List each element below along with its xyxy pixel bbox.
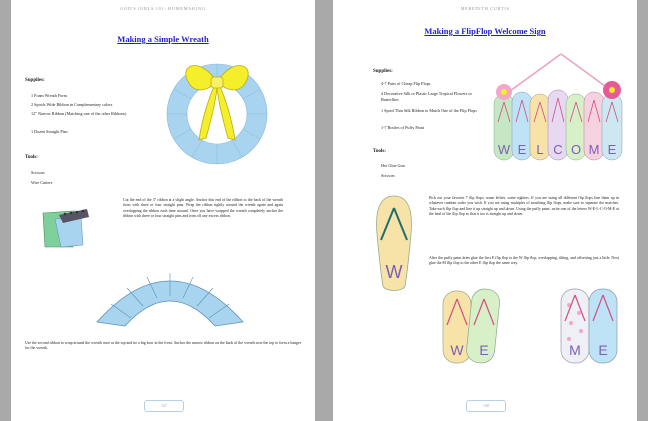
sign-letter: E (517, 142, 527, 157)
tool-item: Scissors (381, 173, 395, 178)
instructions-paragraph: Pick out your favorite 7 flip flops, some lefties, some righties. If you are using all different flip flops line them up in whatever random order you wish. If you are using multiples of matching flip flops, make sure to separate the matches. Take each flip flop and line it up straight up and down. Using the puffy paint, write one of the letters W-E-L-C-O-M-E at the heal of the flip flop so that it too is straight up and down. (429, 196, 619, 217)
wreath-illustration (161, 60, 273, 165)
sign-letter: E (479, 342, 489, 358)
sign-letter: M (588, 142, 600, 157)
instructions-paragraph: Use the second ribbon to wrap around the wreath once at the top and tie a big bow in the front. Anchor the narrow ribbon on the back of the wreath now the top to form a hanger for the wreath. (25, 341, 301, 351)
supply-item: 2 Spools Wide Ribbon in Complementary colors (31, 102, 113, 107)
welcome-sign-illustration (488, 50, 634, 168)
sign-letter: W (450, 342, 464, 358)
supply-item: 1-7 Bottles of Puffy Paint (381, 125, 424, 130)
left-page (11, 0, 315, 421)
me-flipflops-illustration (557, 285, 623, 367)
supplies-label: Supplies: (25, 78, 45, 83)
page-title: Making a Simple Wreath (117, 34, 209, 44)
supplies-label: Supplies: (373, 69, 393, 74)
sign-letter: M (569, 342, 581, 358)
tools-label: Tools: (373, 149, 386, 154)
supply-item: 12" Narrow Ribbon (Matching one of the other Ribbons) (31, 111, 127, 116)
tools-label: Tools: (25, 155, 38, 160)
ribbon-pins-illustration (39, 207, 97, 251)
supply-item: 1 Spool Thin Silk Ribbon to Match One of the Flip Flops (381, 108, 477, 113)
right-page (333, 0, 637, 421)
sign-letter: O (570, 142, 582, 157)
yellow-bow (186, 66, 249, 140)
page-header: GOD'S GIRLS 101: HOMEMAKING (120, 6, 206, 11)
page-number: 148 (466, 400, 506, 412)
w-flipflop-illustration (373, 194, 415, 294)
sign-letter: W (385, 262, 403, 282)
tool-item: Hot Glue Gun (381, 163, 405, 168)
wreath-arc-illustration (91, 258, 249, 328)
supply-item: 4-7 Pairs of Cheap Flip Flops (381, 81, 431, 86)
tool-item: Scissors (31, 170, 45, 175)
supply-item: 1 Foam Wreath Form (31, 93, 67, 98)
sign-letter: C (553, 142, 563, 157)
sign-letter: E (598, 342, 608, 358)
page-title: Making a FlipFlop Welcome Sign (424, 26, 546, 36)
supply-item: 4 Decorative Silk or Plastic Large Tropical Flowers or Butterflies (381, 91, 472, 102)
tool-item: Wire Cutters (31, 180, 53, 185)
sign-letter: E (607, 142, 617, 157)
we-flipflops-illustration (439, 287, 505, 367)
sign-letter: L (536, 142, 544, 157)
supply-item: 1 Dozen Straight Pins (31, 129, 68, 134)
page-number: 147 (144, 400, 184, 412)
instructions-paragraph: Cut the end of the 3" ribbon at a slight angle. Anchor this end of the ribbon to the back of the wreath form with three or four straight pins. Wrap the ribbon tightly around the wreath again and again overlapping the ribbon each time around. Once you have wrapped the wreath completely anchor the ribbon with three or four straight pins and trim off any excess ribbon. (123, 198, 283, 219)
sign-letter: W (497, 142, 511, 157)
instructions-paragraph: After the puffy paint dries glue the first E flip flop to the W flip flop, overlapping, tilting, and offsetting just a little. Next glue the M flip flop to the other E flip flop the same way. (429, 256, 619, 266)
page-header: MEREDITH CURTIS (460, 6, 510, 11)
